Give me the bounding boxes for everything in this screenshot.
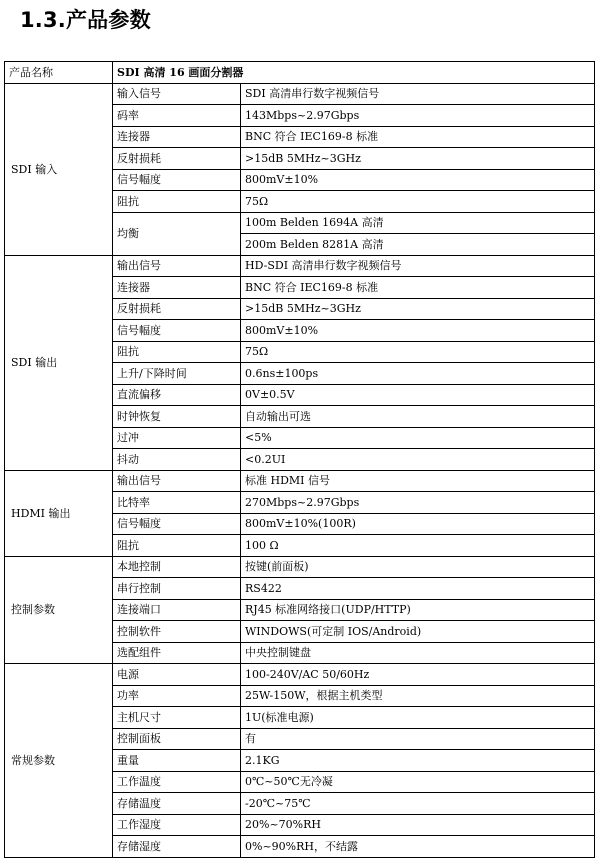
param-name: 码率: [113, 105, 241, 127]
param-value: 100 Ω: [241, 535, 595, 557]
param-value: 200m Belden 8281A 高清: [241, 234, 595, 256]
param-value: BNC 符合 IEC169-8 标准: [241, 277, 595, 299]
table-row: [5, 556, 595, 578]
param-name: 存储温度: [113, 793, 241, 815]
param-name: 工作湿度: [113, 814, 241, 836]
table-header-row: [5, 62, 595, 84]
param-value: -20℃~75℃: [241, 793, 595, 815]
param-name: 主机尺寸: [113, 707, 241, 729]
param-value: 143Mbps~2.97Gbps: [241, 105, 595, 127]
section-heading: 1.3.产品参数: [20, 8, 151, 32]
param-name: 连接器: [113, 277, 241, 299]
param-value: <0.2UI: [241, 449, 595, 471]
param-name: 信号幅度: [113, 169, 241, 191]
param-value: 800mV±10%: [241, 169, 595, 191]
param-name: 阻抗: [113, 191, 241, 213]
param-name: 时钟恢复: [113, 406, 241, 428]
table-row: [5, 664, 595, 686]
param-value: RJ45 标准网络接口(UDP/HTTP): [241, 599, 595, 621]
product-name-label: 产品名称: [5, 62, 113, 84]
param-value: 按键(前面板): [241, 556, 595, 578]
param-value: 75Ω: [241, 341, 595, 363]
param-value: 0%~90%RH，不结露: [241, 836, 595, 858]
product-name-value: SDI 高清 16 画面分割器: [113, 62, 595, 84]
param-value: 2.1KG: [241, 750, 595, 772]
group-name: 常规参数: [5, 664, 113, 858]
param-value: 标准 HDMI 信号: [241, 470, 595, 492]
table-row: [5, 470, 595, 492]
param-value: WINDOWS(可定制 IOS/Android): [241, 621, 595, 643]
param-value: 800mV±10%: [241, 320, 595, 342]
param-value: 20%~70%RH: [241, 814, 595, 836]
param-value: 270Mbps~2.97Gbps: [241, 492, 595, 514]
param-value: SDI 高清串行数字视频信号: [241, 83, 595, 105]
param-name: 过冲: [113, 427, 241, 449]
param-value: 25W-150W，根据主机类型: [241, 685, 595, 707]
param-name: 直流偏移: [113, 384, 241, 406]
param-name: 反射损耗: [113, 298, 241, 320]
param-value: 0.6ns±100ps: [241, 363, 595, 385]
param-value: 0V±0.5V: [241, 384, 595, 406]
param-name: 输出信号: [113, 255, 241, 277]
param-name: 功率: [113, 685, 241, 707]
param-name: 均衡: [113, 212, 241, 255]
param-name: 信号幅度: [113, 320, 241, 342]
param-name: 串行控制: [113, 578, 241, 600]
product-parameters-table: [4, 61, 595, 858]
table-row: [5, 83, 595, 105]
param-name: 存储湿度: [113, 836, 241, 858]
param-name: 电源: [113, 664, 241, 686]
param-name: 工作温度: [113, 771, 241, 793]
param-value: 1U(标准电源): [241, 707, 595, 729]
param-name: 阻抗: [113, 341, 241, 363]
param-name: 上升/下降时间: [113, 363, 241, 385]
param-name: 重量: [113, 750, 241, 772]
param-value: HD-SDI 高清串行数字视频信号: [241, 255, 595, 277]
group-name: 控制参数: [5, 556, 113, 664]
param-value: 有: [241, 728, 595, 750]
param-name: 连接器: [113, 126, 241, 148]
group-name: SDI 输出: [5, 255, 113, 470]
param-value: <5%: [241, 427, 595, 449]
table-row: [5, 255, 595, 277]
param-name: 控制软件: [113, 621, 241, 643]
param-value: 800mV±10%(100R): [241, 513, 595, 535]
param-name: 控制面板: [113, 728, 241, 750]
param-value: 中央控制键盘: [241, 642, 595, 664]
param-name: 选配组件: [113, 642, 241, 664]
param-value: 75Ω: [241, 191, 595, 213]
param-value: BNC 符合 IEC169-8 标准: [241, 126, 595, 148]
param-value: RS422: [241, 578, 595, 600]
param-name: 连接端口: [113, 599, 241, 621]
param-value: >15dB 5MHz~3GHz: [241, 298, 595, 320]
param-name: 本地控制: [113, 556, 241, 578]
param-value: 100-240V/AC 50/60Hz: [241, 664, 595, 686]
param-value: >15dB 5MHz~3GHz: [241, 148, 595, 170]
param-name: 输出信号: [113, 470, 241, 492]
param-name: 比特率: [113, 492, 241, 514]
param-name: 抖动: [113, 449, 241, 471]
param-value: 100m Belden 1694A 高清: [241, 212, 595, 234]
param-value: 0℃~50℃无冷凝: [241, 771, 595, 793]
param-name: 信号幅度: [113, 513, 241, 535]
param-value: 自动输出可选: [241, 406, 595, 428]
group-name: SDI 输入: [5, 83, 113, 255]
param-name: 阻抗: [113, 535, 241, 557]
param-name: 反射损耗: [113, 148, 241, 170]
group-name: HDMI 输出: [5, 470, 113, 556]
param-name: 输入信号: [113, 83, 241, 105]
